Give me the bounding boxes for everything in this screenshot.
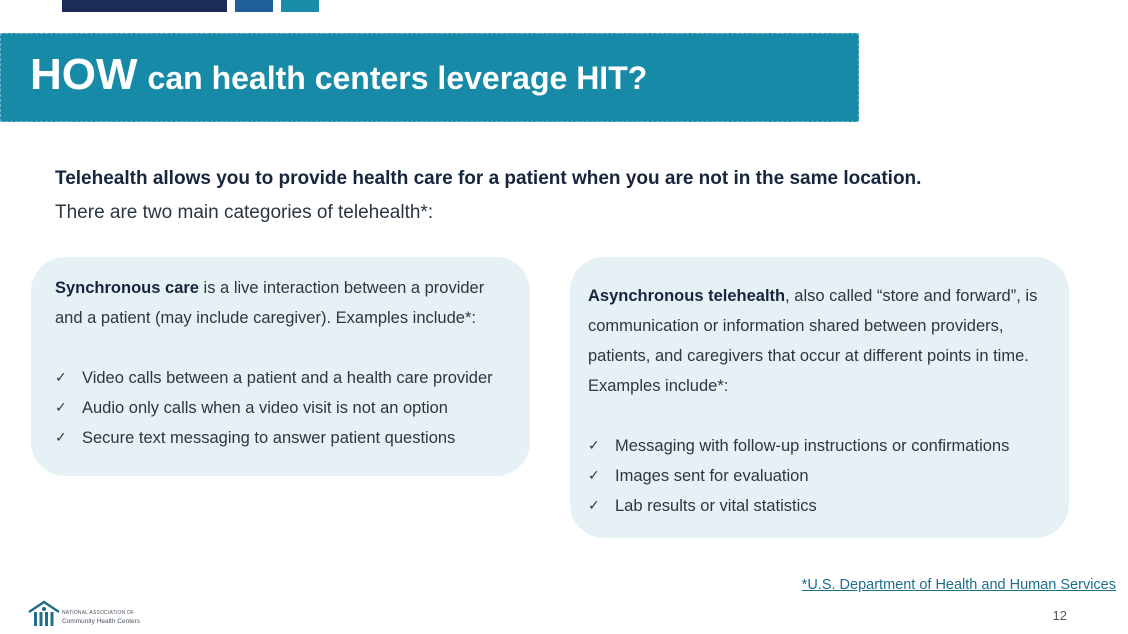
top-accent-bar-teal: [281, 0, 319, 12]
list-item-text: Messaging with follow-up instructions or confirmations: [615, 437, 1010, 455]
synchronous-examples-list: [55, 363, 516, 453]
nachc-logo-icon: [27, 600, 61, 628]
intro-categories: There are two main categories of telehealth*:: [55, 202, 434, 223]
list-item-text: Lab results or vital statistics: [615, 497, 817, 515]
list-item: [588, 431, 1059, 461]
list-item: [55, 363, 516, 393]
check-icon: ✓: [55, 400, 67, 416]
nachc-logo: [27, 600, 157, 630]
check-icon: ✓: [588, 498, 600, 514]
list-item: [588, 491, 1059, 521]
list-item-text: Audio only calls when a video visit is not an option: [82, 399, 448, 417]
check-icon: ✓: [588, 468, 600, 484]
check-icon: ✓: [55, 370, 67, 386]
logo-text-line2: Community Health Centers: [62, 618, 141, 625]
synchronous-description: [55, 273, 516, 333]
list-item: [55, 393, 516, 423]
asynchronous-telehealth-card: [570, 257, 1069, 538]
synchronous-definition: is a live interaction between a provider and a patient (may include caregiver). Examples include*:: [55, 279, 485, 327]
slide-title: [30, 50, 647, 100]
asynchronous-examples-list: [588, 431, 1059, 521]
intro-statement: Telehealth allows you to provide health care for a patient when you are not in the same location.: [55, 168, 922, 189]
top-accent-bar-blue: [235, 0, 273, 12]
list-item: [55, 423, 516, 453]
title-emphasis: HOW: [30, 50, 138, 99]
logo-text-line1: NATIONAL ASSOCIATION OF: [62, 610, 135, 616]
asynchronous-description: [588, 281, 1059, 401]
list-item-text: Images sent for evaluation: [615, 467, 809, 485]
page-number: 12: [1052, 608, 1067, 623]
title-rest: can health centers leverage HIT?: [147, 60, 648, 96]
list-item-text: Video calls between a patient and a health care provider: [82, 369, 493, 387]
asynchronous-definition: , also called “store and forward”, is communication or information shared between providers, patients, and caregivers that occur at different points in time. Examples include*:: [588, 287, 1038, 395]
list-item-text: Secure text messaging to answer patient questions: [82, 429, 456, 447]
top-accent-bar-navy: [62, 0, 227, 12]
check-icon: ✓: [588, 438, 600, 454]
source-link[interactable]: *U.S. Department of Health and Human Services: [801, 577, 1116, 593]
check-icon: ✓: [55, 430, 67, 446]
synchronous-term: Synchronous care: [55, 279, 199, 297]
list-item: [588, 461, 1059, 491]
asynchronous-term: Asynchronous telehealth: [588, 287, 786, 305]
synchronous-care-card: [31, 257, 530, 476]
